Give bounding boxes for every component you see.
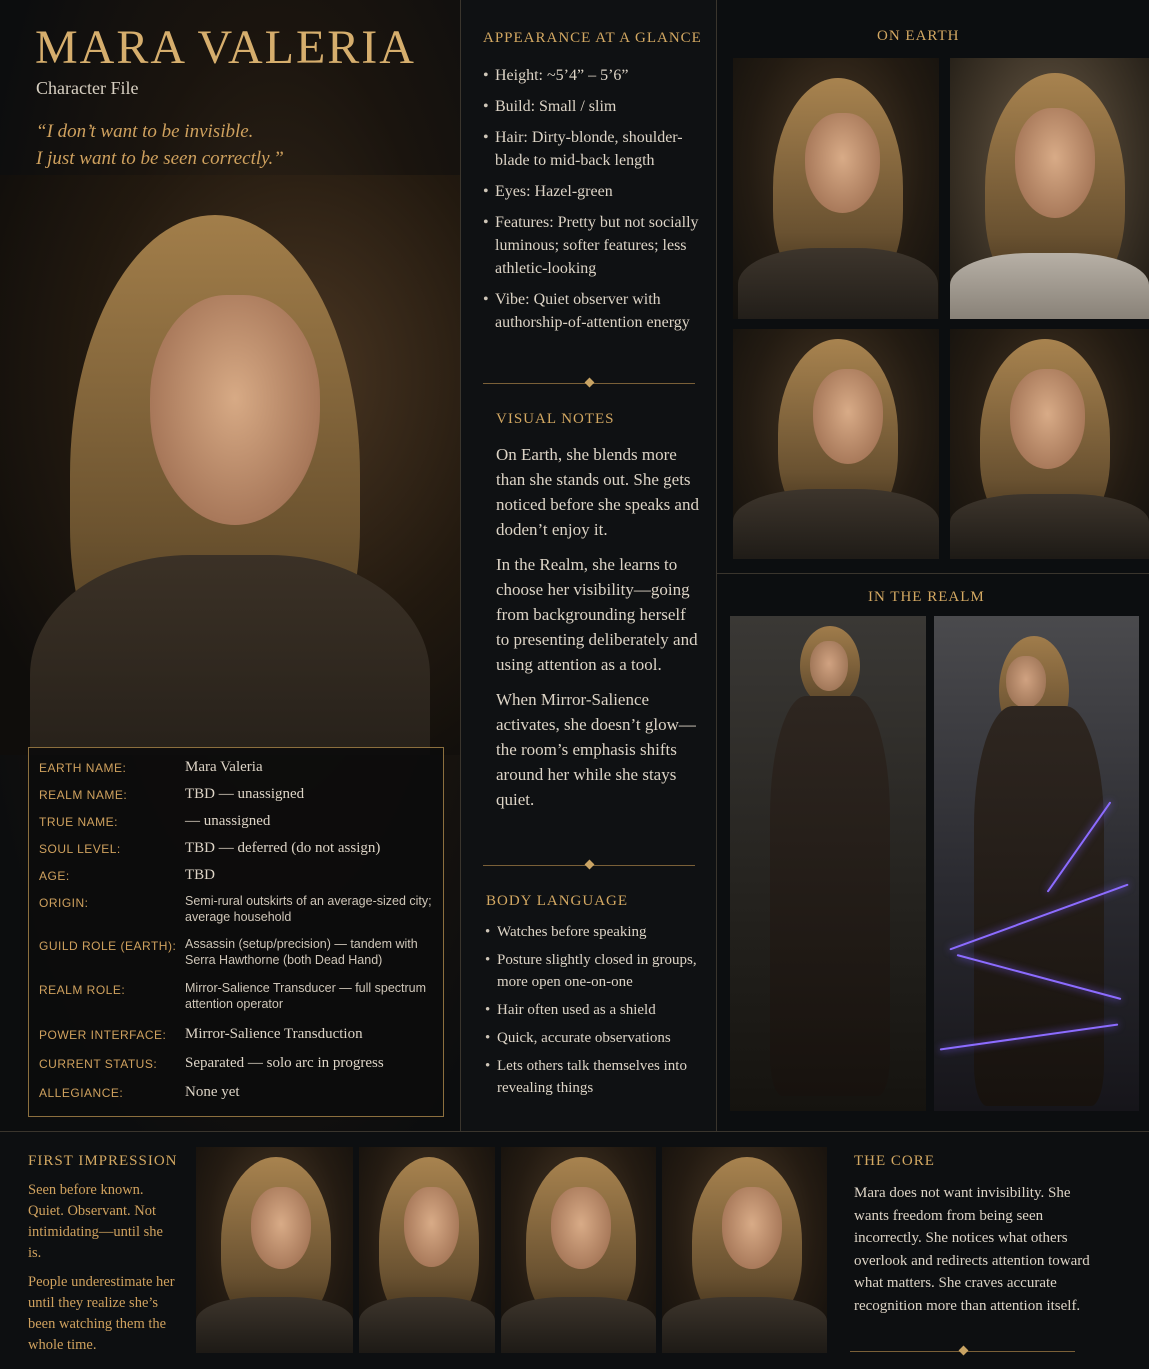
earth-photo	[733, 329, 939, 559]
info-label: POWER INTERFACE:	[39, 1028, 167, 1042]
strip-photo	[662, 1147, 827, 1353]
list-item: • Eyes: Hazel-green	[483, 180, 708, 203]
ornament-divider	[483, 861, 695, 871]
strip-photo	[359, 1147, 495, 1353]
info-value: Mirror-Salience Transducer — full spectrum attention operator	[185, 981, 427, 1011]
ornament-divider	[850, 1347, 1075, 1357]
paragraph: When Mirror-Salience activates, she doesn’t glow—the room’s emphasis shifts around her while she stays quiet.	[496, 690, 696, 809]
right-column	[717, 0, 1149, 1131]
visual-notes-title: VISUAL NOTES	[496, 411, 615, 427]
diamond-icon	[958, 1346, 968, 1356]
appearance-list	[483, 64, 708, 342]
strip-photo	[501, 1147, 656, 1353]
list-item: • Build: Small / slim	[483, 95, 708, 118]
info-row	[39, 866, 433, 893]
left-column	[0, 0, 460, 1131]
paragraph: In the Realm, she learns to choose her visibility—going from backgrounding herself to presenting deliberately and using attention as a tool.	[496, 555, 698, 674]
info-label: AGE:	[39, 869, 70, 883]
info-row	[39, 1054, 433, 1083]
paragraph: People underestimate her until they realize she’s been watching them the whole time.	[28, 1274, 175, 1353]
diamond-icon	[585, 860, 595, 870]
list-item: • Posture slightly closed in groups, more open one-on-one	[485, 949, 710, 993]
info-value: TBD	[185, 867, 215, 883]
on-earth-title: ON EARTH	[877, 28, 960, 44]
info-row	[39, 758, 433, 785]
hero-portrait	[0, 175, 460, 755]
info-value: Mirror-Salience Transduction	[185, 1026, 363, 1042]
info-label: ALLEGIANCE:	[39, 1086, 124, 1100]
info-value: TBD — unassigned	[185, 786, 305, 802]
info-row	[39, 1083, 433, 1110]
appearance-title: APPEARANCE AT A GLANCE	[483, 30, 702, 46]
list-item: • Hair: Dirty-blonde, shoulder-blade to mid-back length	[483, 126, 708, 172]
in-realm-title: IN THE REALM	[868, 589, 985, 605]
info-row	[39, 936, 433, 980]
info-label: CURRENT STATUS:	[39, 1057, 158, 1071]
info-value: Mara Valeria	[185, 759, 263, 775]
paragraph: Seen before known. Quiet. Observant. Not intimidating—until she is.	[28, 1182, 163, 1261]
info-value: Separated — solo arc in progress	[185, 1055, 384, 1071]
info-row	[39, 812, 433, 839]
info-row	[39, 1025, 433, 1054]
info-row	[39, 785, 433, 812]
quote-line: “I don’t want to be invisible.	[36, 121, 254, 142]
middle-column	[461, 0, 716, 1131]
info-label: SOUL LEVEL:	[39, 842, 121, 856]
info-label: GUILD ROLE (EARTH):	[39, 939, 177, 953]
diamond-icon	[585, 378, 595, 388]
character-name-title: MARA VALERIA	[35, 21, 416, 74]
info-label: REALM ROLE:	[39, 983, 126, 997]
info-value: Semi-rural outskirts of an average-sized city; average household	[185, 894, 432, 924]
info-box	[28, 747, 444, 1117]
section-divider	[717, 573, 1149, 574]
info-label: EARTH NAME:	[39, 761, 127, 775]
first-impression-text	[28, 1180, 178, 1364]
realm-photo	[730, 616, 926, 1111]
ornament-divider	[483, 379, 695, 389]
info-label: TRUE NAME:	[39, 815, 119, 829]
info-value: TBD — deferred (do not assign)	[185, 840, 381, 856]
info-value: None yet	[185, 1084, 240, 1100]
paragraph: On Earth, she blends more than she stands out. She gets noticed before she speaks and doden’t enjoy it.	[496, 445, 699, 539]
list-item: • Lets others talk themselves into revealing things	[485, 1055, 710, 1099]
character-quote	[36, 118, 284, 172]
earth-photo	[950, 329, 1149, 559]
first-impression-title: FIRST IMPRESSION	[28, 1153, 178, 1169]
subtitle: Character File	[36, 78, 139, 98]
list-item: • Quick, accurate observations	[485, 1027, 710, 1049]
earth-photo	[733, 58, 939, 319]
earth-photo	[950, 58, 1149, 319]
info-label: ORIGIN:	[39, 896, 89, 910]
core-text: Mara does not want invisibility. She wants freedom from being seen incorrectly. She notices what others overlook and redirects attention toward what matters. She craves accurate recognition more than attention itself.	[854, 1185, 1090, 1314]
info-value: Assassin (setup/precision) — tandem with Serra Hawthorne (both Dead Hand)	[185, 937, 418, 967]
visual-notes-text	[496, 442, 701, 822]
list-item: • Hair often used as a shield	[485, 999, 710, 1021]
quote-line: I just want to be seen correctly.”	[36, 148, 284, 169]
strip-photo	[196, 1147, 353, 1353]
info-row	[39, 893, 433, 936]
info-value: — unassigned	[185, 813, 271, 829]
list-item: • Watches before speaking	[485, 921, 710, 943]
info-row	[39, 839, 433, 866]
core-title: THE CORE	[854, 1153, 935, 1169]
body-language-list	[485, 921, 710, 1105]
list-item: • Height: ~5’4” – 5’6”	[483, 64, 708, 87]
info-row	[39, 980, 433, 1025]
bottom-band	[0, 1132, 1149, 1369]
realm-photo	[934, 616, 1139, 1111]
list-item: • Features: Pretty but not socially luminous; softer features; less athletic-looking	[483, 211, 708, 280]
body-language-title: BODY LANGUAGE	[486, 893, 629, 909]
list-item: • Vibe: Quiet observer with authorship-of-attention energy	[483, 288, 708, 334]
info-label: REALM NAME:	[39, 788, 128, 802]
